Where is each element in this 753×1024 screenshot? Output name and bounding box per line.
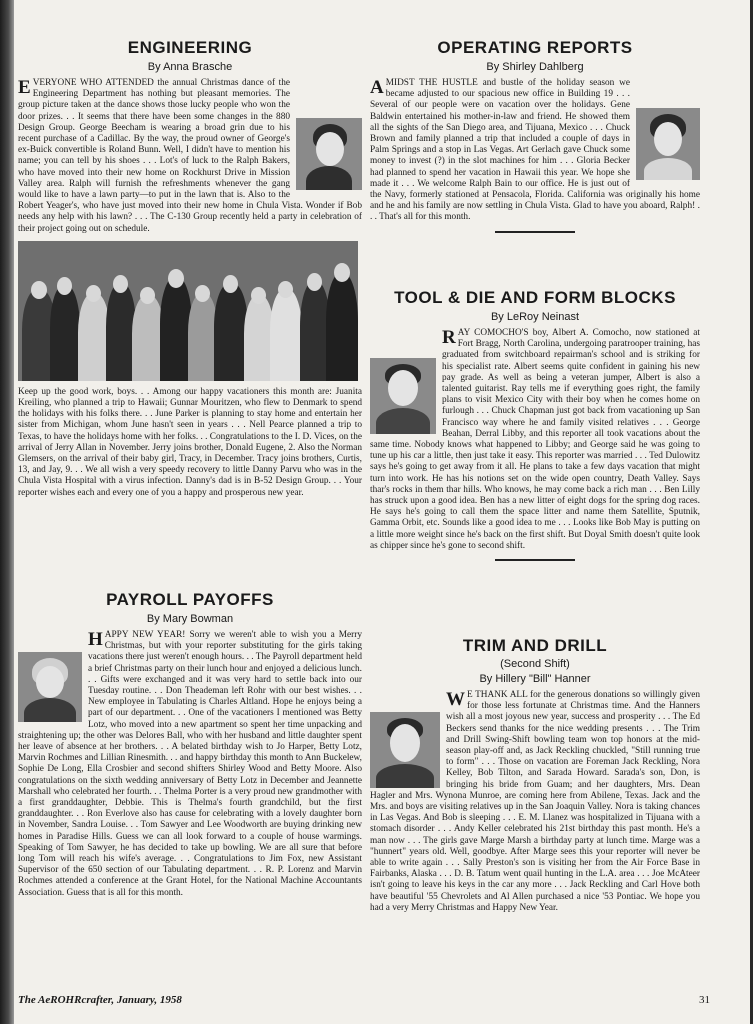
drop-cap: W	[446, 689, 465, 710]
payroll-text: HAPPY NEW YEAR! Sorry we weren't able to wish you a Merry Christmas, but with your reporter substituting for the girls taking vacations there just weren't enough hours. . . The Payroll department held a brief Christmas party on their lunch hour and enjoyed a delicious lunch. . . Gifts were exchanged and it was very hard to settle back into our Tuesday routine. . . Don Theademan left Rohr with our best wishes. . . New employee in Tabulating is Charles Altland. Hope he enjoys being a part of our department. . . One of the vacationers I mentioned was Betty Lotz, who moved into a new apartment so spent her time unpacking and straightening up; the other was Delores Ball, who with her husband and little daughter spent her leave of absence at her brothers. . . A belated birthday wish to Jo Harper, Betty Lotz, Marvin Rochmes and Lillian Rinesmith. . . and happy birthday this month to Ann Buckelew, Sophie De Long, Ella Crosbier and second shifters Shirley Wood and Betty Moore. Also congratulations on the sixth wedding anniversary of Betty Lotz in December and Jeannette Marshall who celebrated her fourth. . . Thelma Porter is a very proud new grandmother with a first granddaughter, Debbie. This is Thelma's fourth grandchild, but the first granddaughter. . . Ron Everlove also has cause for celebrating with a lovely daughter born in November, Sandra Louise. . . Tom Sawyer and Lee Woodworth are buying drinking new homes in Paradise Hills. Guess we can all look forward to a couple of house warmings. Speaking of Tom Sawyer, he has decided to take up bowling. We are all sure that before long Tom will reach his wife's average. . . Congratulations to Jim Fox, new Assistant Supervisor of the 650 section of our Tabulating department. . . R. P. Lorenz and Marvin Rochmes attended a conference at the Grant Hotel, for the National Machine Accountants Association. Guess that is all for this month.	[18, 629, 362, 898]
operating-title: OPERATING REPORTS	[437, 38, 633, 57]
portrait-photo	[18, 652, 82, 722]
trimdrill-byline: By Hillery "Bill" Hanner	[479, 673, 591, 685]
tooldie-section	[370, 288, 700, 573]
group-dance-photo	[18, 241, 358, 381]
binding-edge	[0, 0, 14, 1024]
trimdrill-text: W E THANK ALL for the generous donations so willingly given for those less fortunate at Christmas time. And the Hanners wish all a most joyous new year, success and prosperity . . . The Ed Beckers send thanks for the nice wedding presents . . . The Trim and Drill Swing-Shift bowling team won top honors at the mid-season play-off and, as Jack Reckling chuckled, "Still running true to form" . . . Those on vacation are Foreman Jack Reckling, Nora Kelley, Bob Tilton, and Sarada Howard. Sarada's son, Don, is bringing his bride from Guam; and her daughters, Mrs. Dean Hagler and Mrs. Wynona Munroe, are coming here from Abilene, Texas. Jack and the Mrs. and boys are visiting relatives up in the San Joaquin Valley. Nora is taking chances in Las Vegas. And Bob is sleeping . . . E. M. Llanez was hospitalized in Tijuana with a stomach disorder . . . Andy Keller celebrated his 21st birthday this past month. He's a man now . . . The girls gave Marge Marsh a birthday party at lunch time. Marge was a "hunnert" years old. Well, goodbye. After Marge sees this your reporter will never be able to write again . . . Sally Preston's son is visiting her from the Air Force Base in Fairbanks, Alaska . . . D. B. Tatum went quail hunting in the L.A. area . . . Joe McAteer isn't going to leave his keys in the car any more . . . Jack Reckling and Carl Hove both have beautiful '55 Chevrolets and Al Allen purchased a nice '53 Pontiac. We hope you had a very Merry Christmas and Happy New Year.	[370, 689, 700, 913]
payroll-section	[18, 590, 362, 899]
engineering-text-1: EVERYONE WHO ATTENDED the annual Christmas dance of the Engineering Department has nothing but pleasant memories. The group picture taken at the dance shows those lucky people who won the door prizes. . . It seems that there have been some changes in the 880 Design Group. George Beecham is wearing a broad grin due to his recent purchase of a Cadillac. By the way, the proud owner of George's ex-Buick convertible is Roland Bunn. Well, I didn't have to mention his name; you can tell by his shoes . . . Lot's of luck to the Ralph Bakers, who have moved into their new home on Rockhurst Drive in Mission Valley area. Ralph will furnish the refreshments whenever the gang would like to have a lawn party—to put in the lawn that is. Also to the Robert Yeager's, who have just moved into their new home in Chula Vista. Wonder if Bob needs any help with his lawn? . . . The C-130 Group recently held a party in celebration of their project going out on schedule.	[18, 77, 362, 234]
engineering-byline: By Anna Brasche	[147, 61, 233, 73]
operating-byline: By Shirley Dahlberg	[486, 61, 584, 73]
portrait-photo	[370, 712, 440, 788]
drop-cap: R	[442, 327, 456, 348]
trimdrill-title: TRIM AND DRILL	[462, 636, 608, 655]
portrait-photo	[636, 108, 700, 180]
tooldie-title: TOOL & DIE AND FORM BLOCKS	[394, 288, 676, 307]
portrait-photo	[370, 358, 436, 434]
trimdrill-subtitle: (Second Shift)	[500, 658, 570, 670]
operating-text: AMIDST THE HUSTLE and bustle of the holiday season we became adjusted to our spacious new office in Building 19 . . . Several of our people were on vacation over the holidays. Gene Baldwin entertained his mother-in-law and friend. He showed them all the sights of the San Diego area, and Tijuana, Mexico . . . Chuck Brown and family planned a trip that included a couple of days in Palm Springs and a stop in Las Vegas. Art Gerlach gave Chuck some money to invest (?) in the slot machines for him . . . Gloria Becker had planned to spend her vacation in Hawaii this year. We hope she made it . . . We welcome Ralph Bain to our office. He is just out of the Navy, formerly stationed at Pensacola, Florida. California was originally his home and he and his family are now settling in Chula Vista. Glad to have you aboard, Ralph! . . . That's all for this month.	[370, 77, 700, 223]
operating-section	[370, 38, 700, 245]
tooldie-byline: By LeRoy Neinast	[490, 311, 580, 323]
magazine-page	[14, 0, 750, 1024]
payroll-byline: By Mary Bowman	[146, 613, 234, 625]
engineering-title: ENGINEERING	[127, 38, 253, 57]
portrait-photo	[296, 118, 362, 190]
payroll-title: PAYROLL PAYOFFS	[106, 590, 274, 609]
page-number: 31	[699, 994, 710, 1006]
trimdrill-section	[370, 636, 700, 914]
drop-cap: H	[88, 629, 103, 650]
section-divider	[495, 559, 575, 561]
tooldie-text: RAY COMOCHO'S boy, Albert A. Comocho, now stationed at Fort Bragg, North Carolina, undergoing paratrooper training, has graduated from switchboard repairman's school and is striking for his specialist rate. Albert seems quite confident in gaining his new pay grade. As well as being a veteran jumper, Albert is also a talented guitarist. Ray tells me if everything goes right, the family plans to visit Mexico City with their boy when he comes home on furlough . . . Chuck Chapman just got back from vacationing up San Francisco way where he and family visited relatives . . . George Beahan, Derral Libby, and this reporter all took vacations about the same time. Nobody knows what happened to Libby; and George said he was going to tune up his car a little, then just take it easy. This reporter was married . . . Ted Dulowitz says he's going to get away from it all. He plans to take a few days vacation that might turn into work. He has his notions set on the wide open country, Death Valley. Says thar's rocks in them thar hills. Who knows, he may come back a rich man . . . Ben Lilly has struck upon a good idea. Ben has a new litter of eight dogs for the spring dog races. He says he's going to call them the space litter and name them Satellite, Sputnik, Gamma Orbit, etc. Sounds like a good idea to me . . . Looks like Bob May is putting on a little more weight since he's back on the first shift. But Doyal Smith doesn't quite look as chipper since he's gone to second shift.	[370, 327, 700, 551]
engineering-text-2: Keep up the good work, boys. . . Among our happy vacationers this month are: Juanita Kreiling, who planned a trip to Hawaii; Gunnar Mouritzen, who flew to Denmark to spend the holidays with his folks there. . . June Parker is planning to stay home and entertain her sister from Michigan, whom June hasn't seen in years . . . Nell Pearce planned a trip to Texas, to have the holidays home with her folks. . . Congratulations to the I. D. Vices, on the arrival of Jerry Allan in November. Jerry joins brother, Donald Eugene, 2. Also the Norman Glemsers, on the arrival of their baby girl, Tracy, in December. Tracy joins brothers, Curtis, 13, and Jay, 9. . . We all wish a very speedy recovery to little Danny Parvu who was in the Chula Vista Hospital with a virus infection. Danny's dad is in B-52 Design Group. . . Your reporter wishes each and every one of you a happy and prosperous new year.	[18, 386, 362, 498]
drop-cap: E	[18, 77, 31, 98]
section-divider	[495, 231, 575, 233]
drop-cap: A	[370, 77, 384, 98]
publication-footer: The AeROHRcrafter, January, 1958	[18, 994, 182, 1006]
engineering-section	[18, 38, 362, 499]
